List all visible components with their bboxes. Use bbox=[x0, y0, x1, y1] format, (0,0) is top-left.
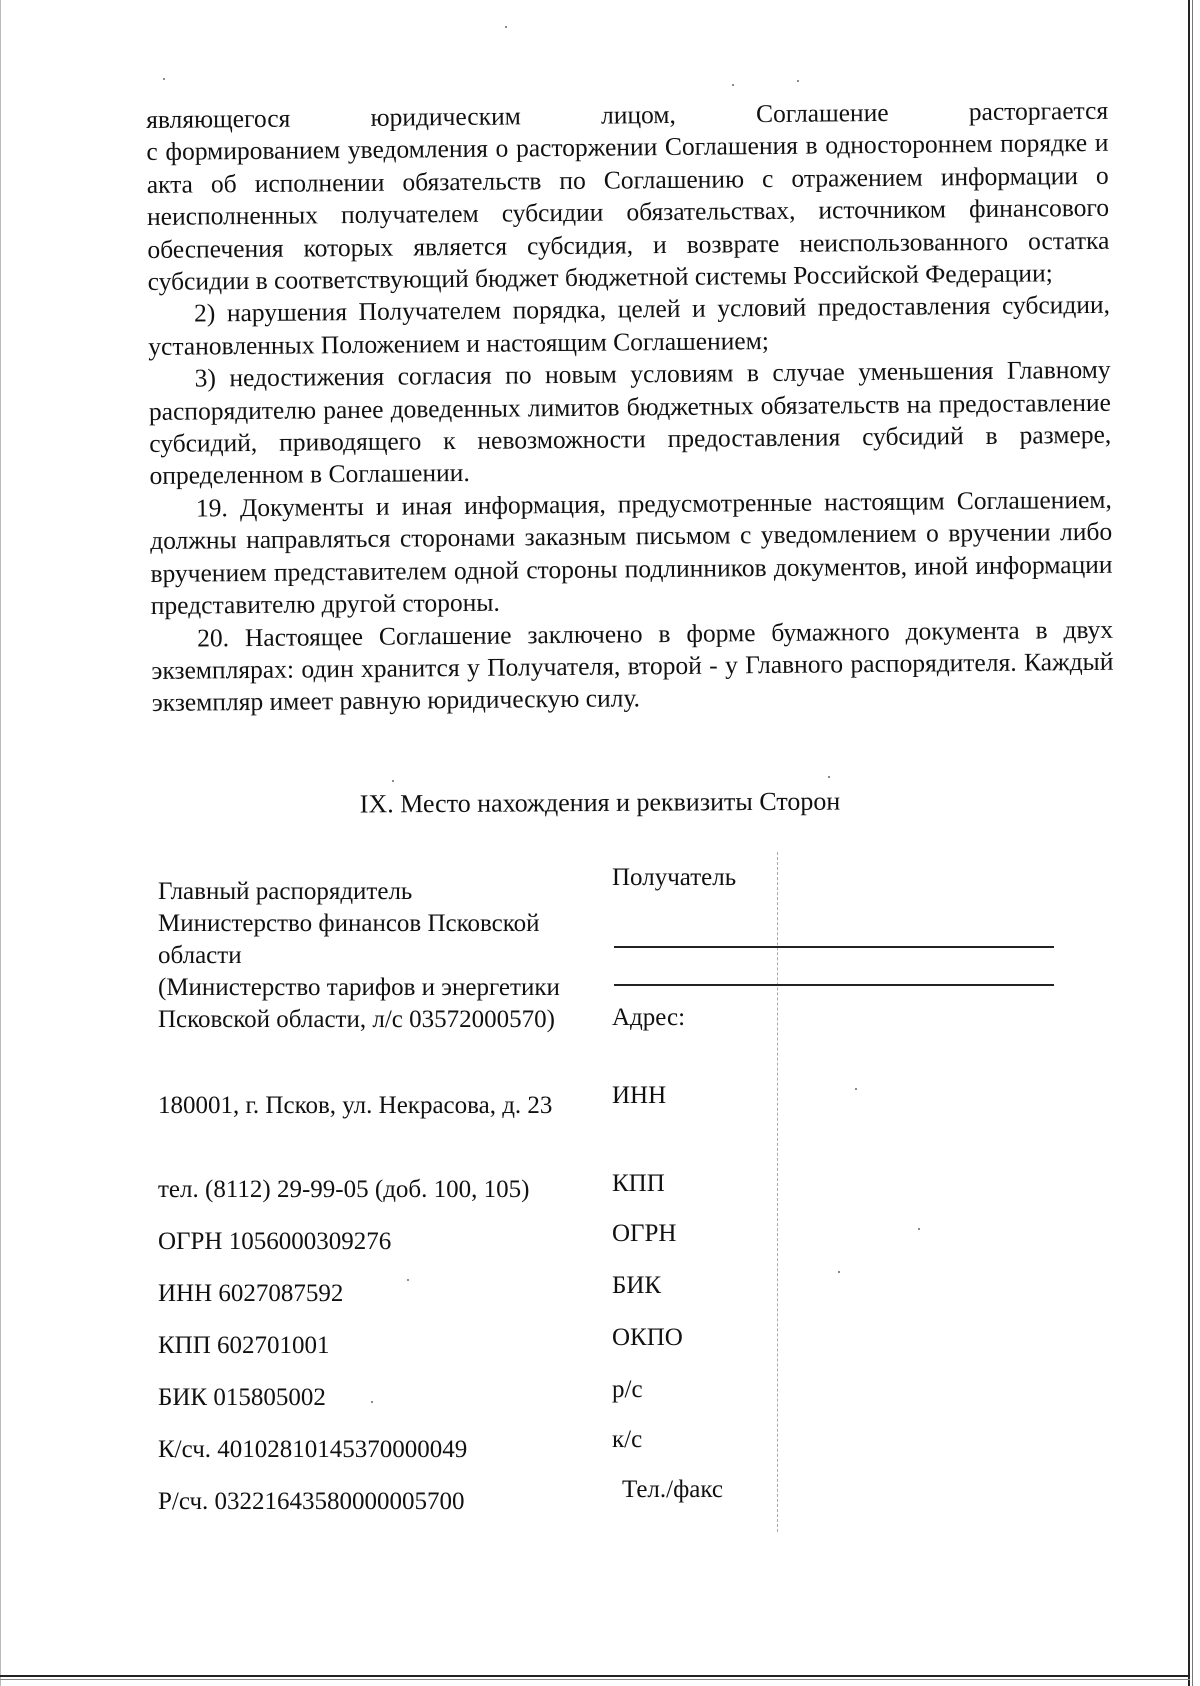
recipient-inn: ИНН bbox=[612, 1082, 667, 1109]
paragraph-first-line: являющегося юридическим лицом, Соглашение расторгается bbox=[146, 95, 1109, 134]
scan-speck bbox=[855, 1088, 857, 1090]
scan-speck bbox=[838, 1271, 840, 1273]
paragraph-rest: с формированием уведомления о расторжении Соглашения в одностороннем порядке и акта об исполнении обязательств по Соглашению с отражением информации о неисполненных получателем субсидии обязательствах, источником финансового обеспечения которых является субсидия, и возврате неиспользованного остатка субсидии в соответствующий бюджет бюджетной системы Российской Федерации; bbox=[146, 128, 1110, 297]
scan-edge-bottom-inner bbox=[0, 1679, 1190, 1680]
principal-inn: ИНН 6027087592 bbox=[158, 1280, 344, 1307]
principal-kpp: КПП 602701001 bbox=[158, 1332, 330, 1359]
scan-edge-bottom bbox=[0, 1675, 1190, 1677]
recipient-phone-fax: Тел./факс bbox=[622, 1476, 724, 1503]
principal-ogrn: ОГРН 1056000309276 bbox=[158, 1228, 392, 1255]
scan-speck bbox=[732, 84, 734, 86]
paragraph-item-2: 2) нарушения Получателем порядка, целей и условий предоставления субсидии, установленных Положением и настоящим Соглашением; bbox=[148, 290, 1111, 361]
agreement-body-text bbox=[146, 95, 1114, 720]
scan-edge-left bbox=[0, 0, 1, 1686]
scan-edge-right-inner bbox=[1192, 0, 1193, 1686]
scan-edge-right bbox=[1188, 0, 1190, 1686]
section-title: IX. Место нахождения и реквизиты Сторон bbox=[359, 786, 841, 819]
recipient-kpp: КПП bbox=[612, 1170, 665, 1197]
recipient-ogrn: ОГРН bbox=[612, 1220, 677, 1247]
recipient-name-line bbox=[614, 946, 1054, 948]
scan-speck bbox=[918, 1228, 920, 1230]
scan-speck bbox=[505, 26, 507, 28]
recipient-bik: БИК bbox=[612, 1272, 662, 1299]
principal-organization: Министерство финансов Псковской области bbox=[158, 910, 540, 969]
paragraph-termination-continuation bbox=[146, 95, 1110, 299]
scan-fold-line bbox=[777, 852, 779, 1532]
principal-correspondent-account: К/сч. 40102810145370000049 bbox=[158, 1436, 468, 1463]
recipient-correspondent-account: к/с bbox=[612, 1426, 643, 1453]
scan-speck bbox=[828, 776, 830, 778]
scan-speck bbox=[392, 780, 394, 782]
principal-role: Главный распорядитель bbox=[158, 878, 413, 905]
recipient-settlement-account: р/с bbox=[612, 1376, 643, 1403]
paragraph-item-3: 3) недостижения согласия по новым условиям в случае уменьшения Главному распорядителю ранее доведенных лимитов бюджетных обязательств на предоставление субсидий, приводящего к невозможности предоставления субсидий в размере, определенном в Соглашении. bbox=[148, 355, 1112, 491]
paragraph-clause-19: 19. Документы и иная информация, предусмотренные настоящим Соглашением, должны направляться сторонами заказным письмом с уведомлением о вручении либо вручением представителем одной стороны подлинников документов, иной информации представителю другой стороны. bbox=[150, 484, 1113, 621]
principal-bik: БИК 015805002 bbox=[158, 1384, 326, 1411]
principal-organization-detail: (Министерство тарифов и энергетики Псковской области, л/с 03572000570) bbox=[158, 974, 560, 1033]
principal-phone: тел. (8112) 29-99-05 (доб. 100, 105) bbox=[158, 1176, 530, 1203]
recipient-role: Получатель bbox=[612, 864, 737, 891]
scan-speck bbox=[797, 80, 799, 82]
principal-settlement-account: Р/сч. 03221643580000005700 bbox=[158, 1488, 465, 1515]
recipient-okpo: ОКПО bbox=[612, 1324, 683, 1351]
principal-address: 180001, г. Псков, ул. Некрасова, д. 23 bbox=[158, 1092, 553, 1119]
recipient-name-line-2 bbox=[614, 984, 1054, 986]
scan-speck bbox=[163, 78, 165, 80]
recipient-address: Адрес: bbox=[612, 1004, 686, 1031]
paragraph-clause-20: 20. Настоящее Соглашение заключено в форме бумажного документа в двух экземплярах: один хранится у Получателя, второй - у Главного распорядителя. Каждый экземпляр имеет равную юридическую силу. bbox=[151, 614, 1114, 718]
